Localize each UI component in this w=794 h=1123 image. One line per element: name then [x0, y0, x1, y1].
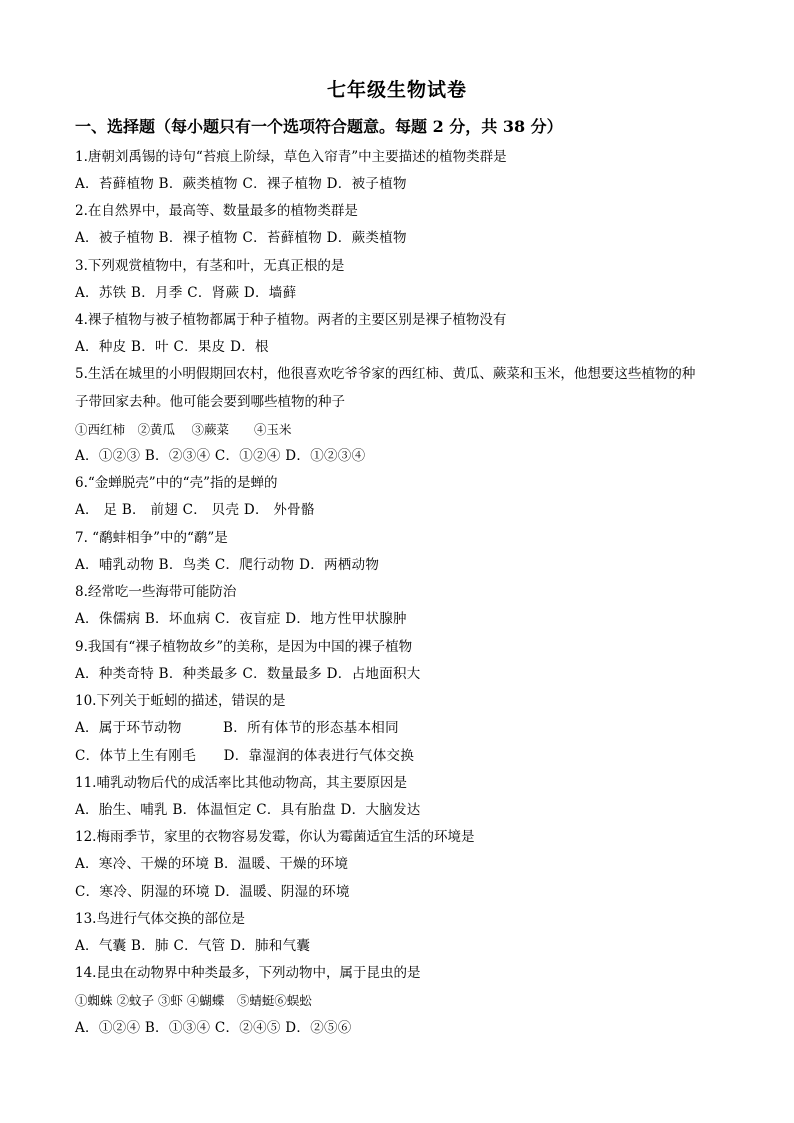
question-8-options: A．侏儒病 B．坏血病 C．夜盲症 D．地方性甲状腺肿 — [75, 611, 407, 627]
question-5: 5.生活在城里的小明假期回农村，他很喜欢吃爷爷家的西红柿、黄瓜、蕨菜和玉米，他想要这些植物的种 — [75, 366, 696, 382]
question-1-options: A．苔藓植物 B．蕨类植物 C．裸子植物 D．被子植物 — [75, 176, 407, 192]
question-9: 9.我国有“裸子植物故乡”的美称，是因为中国的裸子植物 — [75, 639, 413, 655]
question-10-options-cd: C．体节上生有刚毛 D．靠湿润的体表进行气体交换 — [75, 748, 415, 764]
question-2: 2.在自然界中，最高等、数量最多的植物类群是 — [75, 203, 358, 219]
section-heading: 一、选择题（每小题只有一个选项符合题意。每题 2 分，共 38 分） — [75, 117, 563, 136]
question-4: 4.裸子植物与被子植物都属于种子植物。两者的主要区别是裸子植物没有 — [75, 312, 507, 328]
question-13: 13.鸟进行气体交换的部位是 — [75, 911, 245, 927]
question-14: 14.昆虫在动物界中种类最多，下列动物中，属于昆虫的是 — [75, 965, 421, 981]
question-11-options: A．胎生、哺乳 B．体温恒定 C．具有胎盘 D．大脑发达 — [75, 802, 421, 818]
question-4-options: A．种皮 B．叶 C．果皮 D．根 — [75, 339, 269, 355]
question-5-items: ①西红柿 ②黄瓜 ③蕨菜 ④玉米 — [75, 422, 292, 437]
question-6-options: A． 足 B． 前翅 C． 贝壳 D． 外骨骼 — [75, 502, 315, 518]
question-13-options: A．气囊 B．肺 C．气管 D．肺和气囊 — [75, 938, 311, 954]
question-14-items: ①蜘蛛 ②蚊子 ③虾 ④蝴蝶 ⑤蜻蜓⑥蜈蚣 — [75, 993, 312, 1008]
question-14-options: A．①②④ B．①③④ C．②④⑤ D．②⑤⑥ — [75, 1020, 352, 1036]
question-12-options-ab: A．寒冷、干燥的环境 B．温暖、干燥的环境 — [75, 856, 349, 872]
question-1: 1.唐朝刘禹锡的诗句“苔痕上阶绿，草色入帘青”中主要描述的植物类群是 — [75, 149, 507, 165]
question-9-options: A．种类奇特 B．种类最多 C．数量最多 D．占地面积大 — [75, 666, 421, 682]
question-3: 3.下列观赏植物中，有茎和叶，无真正根的是 — [75, 258, 345, 274]
question-2-options: A．被子植物 B．裸子植物 C．苔藓植物 D．蕨类植物 — [75, 230, 407, 246]
question-3-options: A．苏铁 B．月季 C．肾蕨 D．墙藓 — [75, 285, 297, 301]
exam-title: 七年级生物试卷 — [326, 79, 467, 101]
question-7-options: A．哺乳动物 B．鸟类 C．爬行动物 D．两栖动物 — [75, 557, 380, 573]
question-8: 8.经常吃一些海带可能防治 — [75, 584, 237, 600]
question-5-options: A．①②③ B．②③④ C．①②④ D．①②③④ — [75, 448, 366, 464]
question-5-continued: 子带回家去种。他可能会要到哪些植物的种子 — [75, 394, 345, 410]
question-11: 11.哺乳动物后代的成活率比其他动物高，其主要原因是 — [75, 775, 407, 791]
question-10: 10.下列关于蚯蚓的描述，错误的是 — [75, 693, 286, 709]
question-10-options-ab: A．属于环节动物 B．所有体节的形态基本相同 — [75, 720, 399, 736]
question-7: 7. “鹬蚌相争”中的“鹬”是 — [75, 530, 228, 546]
question-12-options-cd: C．寒冷、阴湿的环境 D．温暖、阴湿的环境 — [75, 884, 350, 900]
question-6: 6.“金蝉脱壳”中的“壳”指的是蝉的 — [75, 475, 278, 491]
question-12: 12.梅雨季节，家里的衣物容易发霉，你认为霉菌适宜生活的环境是 — [75, 829, 475, 845]
